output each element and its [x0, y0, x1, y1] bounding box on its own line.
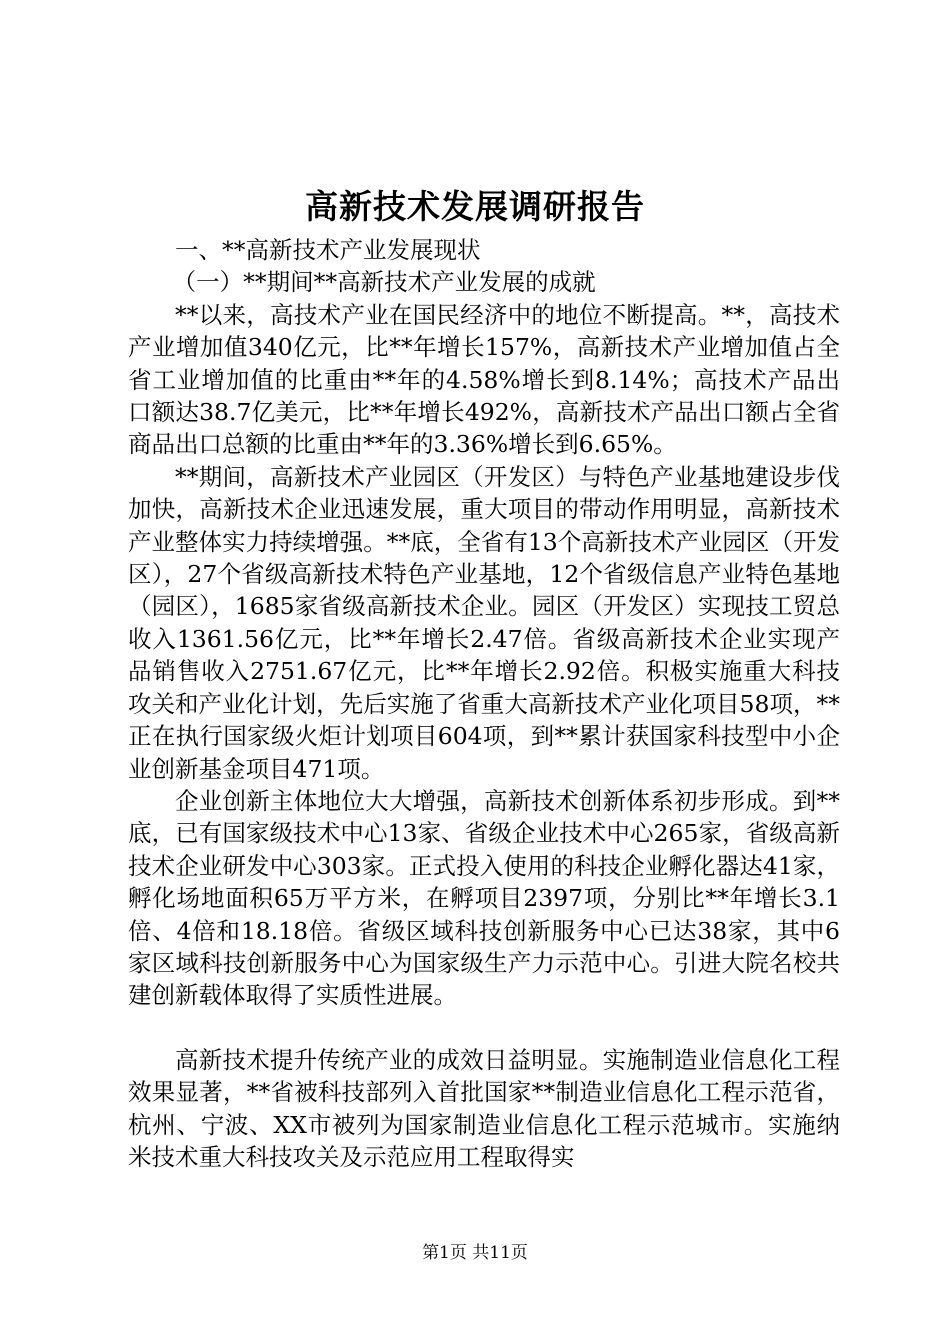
paragraph-1: **以来，高技术产业在国民经济中的地位不断提高。**，高技术产业增加值340亿元，比**年增长157%，高新技术产业增加值占全省工业增加值的比重由**年的4.58%增长到8.14%；高技术产品出口额达38.7亿美元，比**年增长492%，高新技术产品出口额占全省商品出口总额的比重由**年的3.36%增长到6.65%。	[128, 300, 840, 459]
document-body	[128, 234, 840, 1173]
paragraph-2: **期间，高新技术产业园区（开发区）与特色产业基地建设步伐加快，高新技术企业迅速发展，重大项目的带动作用明显，高新技术产业整体实力持续增强。**底，全省有13个高新技术产业园区（开发区），27个省级高新技术特色产业基地，12个省级信息产业特色基地（园区），1685家省级高新技术企业。园区（开发区）实现技工贸总收入1361.56亿元，比**年增长2.47倍。省级高新技术企业实现产品销售收入2751.67亿元，比**年增长2.92倍。积极实施重大科技攻关和产业化计划，先后实施了省重大高新技术产业化项目58项，**正在执行国家级火炬计划项目604项，到**累计获国家科技型中小企业创新基金项目471项。	[128, 462, 840, 783]
document-title: 高新技术发展调研报告	[305, 187, 645, 226]
section-heading: 一、**高新技术产业发展现状	[175, 236, 481, 264]
page-number-footer: 第1页 共11页	[422, 1243, 528, 1263]
paragraph-4: 高新技术提升传统产业的成效日益明显。实施制造业信息化工程效果显著，**省被科技部列入首批国家**制造业信息化工程示范省，杭州、宁波、XX市被列为国家制造业信息化工程示范城市。实施纳米技术重大科技攻关及示范应用工程取得实	[128, 1045, 840, 1171]
subsection-heading: （一）**期间**高新技术产业发展的成就	[172, 268, 596, 297]
paragraph-3: 企业创新主体地位大大增强，高新技术创新体系初步形成。到**底，已有国家级技术中心13家、省级企业技术中心265家，省级高新技术企业研发中心303家。正式投入使用的科技企业孵化器达41家，孵化场地面积65万平方米，在孵项目2397项，分别比**年增长3.1倍、4倍和18.18倍。省级区域科技创新服务中心已达38家，其中6家区域科技创新服务中心为国家级生产力示范中心。引进大院名校共建创新载体取得了实质性进展。	[128, 786, 840, 1010]
